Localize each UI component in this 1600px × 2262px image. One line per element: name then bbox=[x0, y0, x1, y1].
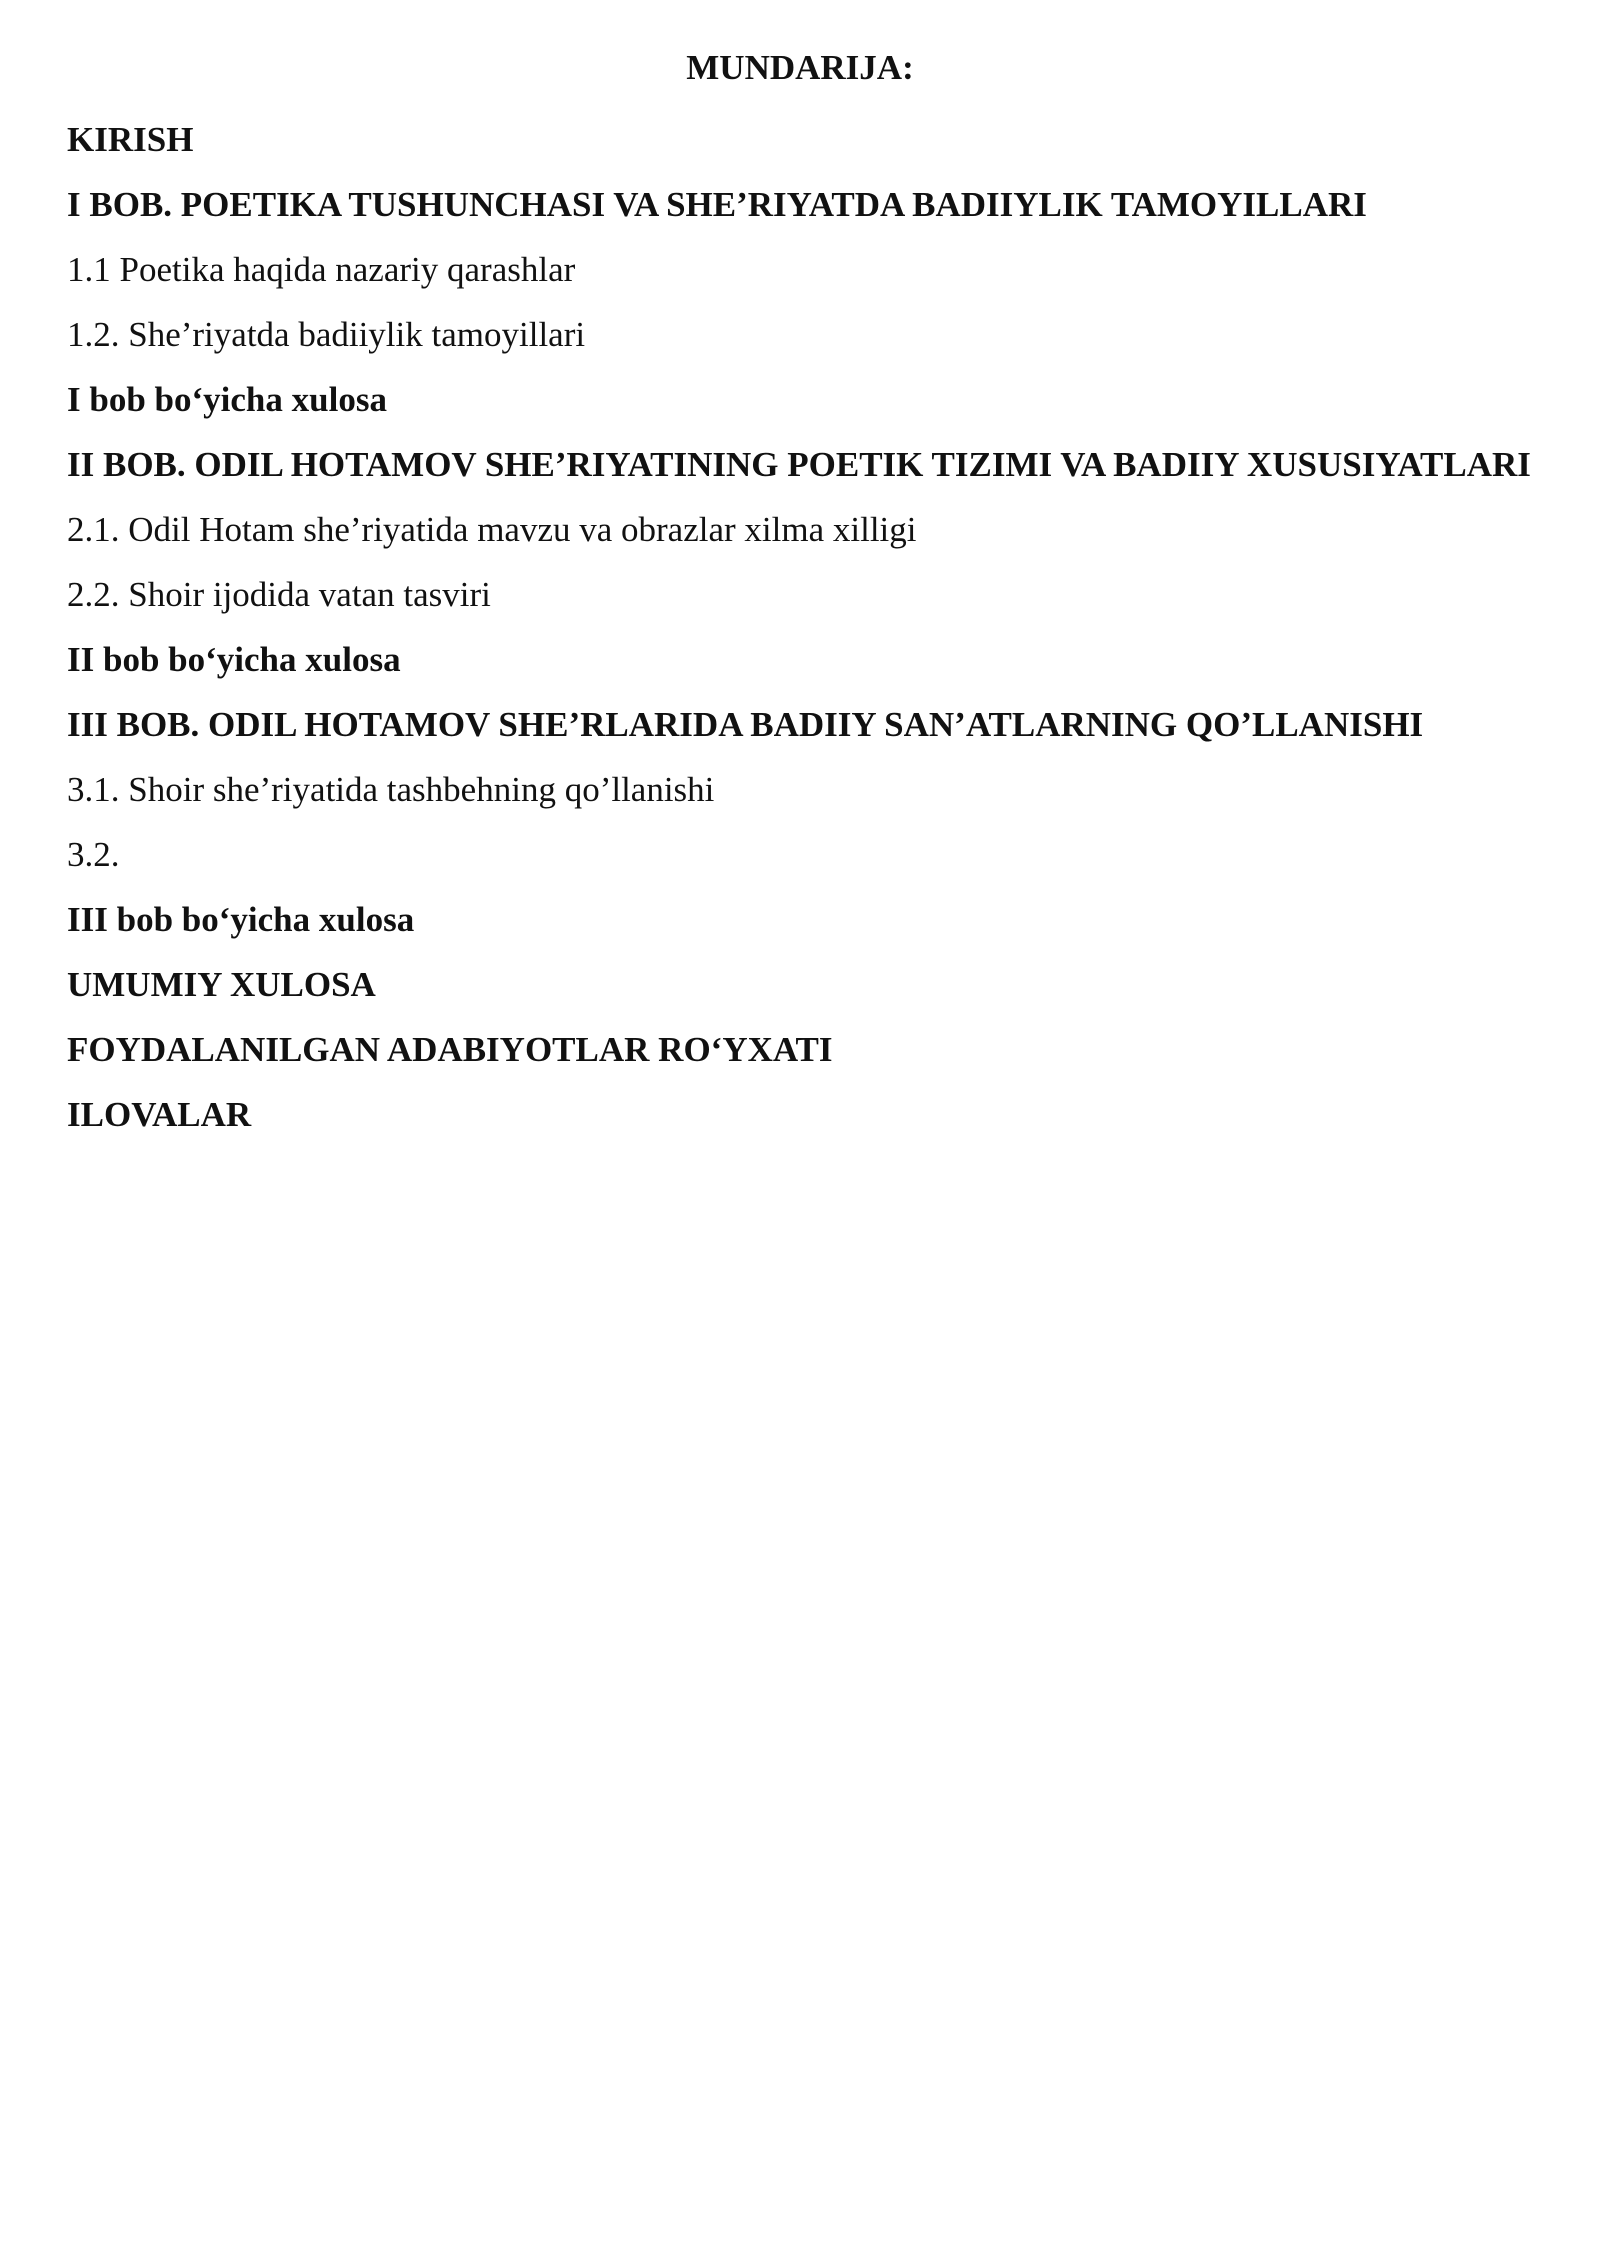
toc-section-2-2: 2.2. Shoir ijodida vatan tasviri bbox=[67, 575, 491, 614]
toc-section-3-2: 3.2. bbox=[67, 835, 120, 874]
toc-section-3-1: 3.1. Shoir she’riyatida tashbehning qo’llanishi bbox=[67, 770, 715, 809]
toc-appendices: ILOVALAR bbox=[67, 1095, 252, 1134]
toc-references: FOYDALANILGAN ADABIYOTLAR RO‘YXATI bbox=[67, 1030, 833, 1069]
table-of-contents bbox=[67, 107, 1533, 1147]
toc-title: MUNDARIJA: bbox=[686, 48, 914, 87]
toc-chapter-3-conclusion: III bob bo‘yicha xulosa bbox=[67, 900, 415, 939]
toc-chapter-2: II BOB. ODIL HOTAMOV SHE’RIYATINING POETIK TIZIMI VA BADIIY XUSUSIYATLARI bbox=[67, 445, 1531, 484]
toc-chapter-1: I BOB. POETIKA TUSHUNCHASI VA SHE’RIYATDA BADIIYLIK TAMOYILLARI bbox=[67, 185, 1367, 224]
toc-section-1-1: 1.1 Poetika haqida nazariy qarashlar bbox=[67, 250, 576, 289]
toc-entry-introduction: KIRISH bbox=[67, 120, 194, 159]
toc-chapter-3: III BOB. ODIL HOTAMOV SHE’RLARIDA BADIIY SAN’ATLARNING QO’LLANISHI bbox=[67, 705, 1424, 744]
toc-chapter-2-conclusion: II bob bo‘yicha xulosa bbox=[67, 640, 401, 679]
toc-section-1-2: 1.2. She’riyatda badiiylik tamoyillari bbox=[67, 315, 586, 354]
toc-general-conclusion: UMUMIY XULOSA bbox=[67, 965, 376, 1004]
toc-chapter-1-conclusion: I bob bo‘yicha xulosa bbox=[67, 380, 387, 419]
toc-section-2-1: 2.1. Odil Hotam she’riyatida mavzu va obrazlar xilma xilligi bbox=[67, 510, 917, 549]
